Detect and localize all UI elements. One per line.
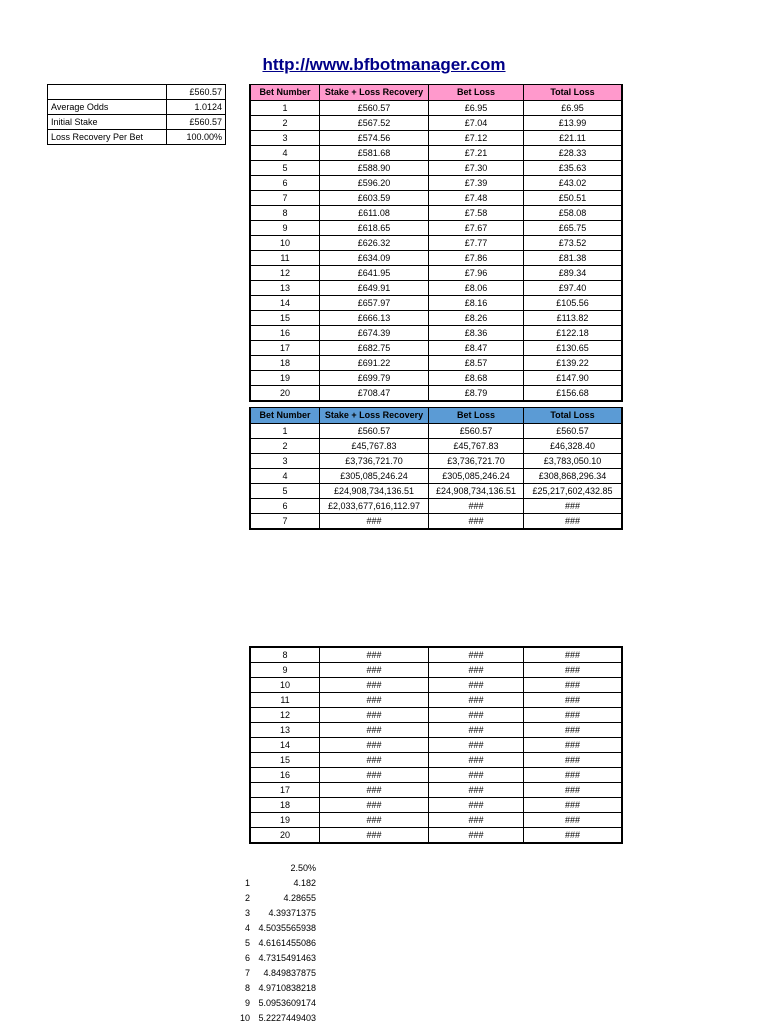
calc-value[interactable]: 4.9710838218 (258, 983, 316, 993)
table-cell[interactable]: £7.96 (429, 266, 524, 281)
table-cell[interactable]: 14 (250, 738, 320, 753)
table-row (250, 484, 622, 499)
table-cell[interactable]: £611.08 (320, 206, 429, 221)
table-row (250, 281, 622, 296)
table-cell[interactable]: ### (320, 678, 429, 693)
table-cell[interactable]: ### (429, 693, 524, 708)
table-cell[interactable]: 8 (250, 206, 320, 221)
calc-rate-row (230, 861, 316, 876)
table-row (250, 206, 622, 221)
table-row (250, 828, 622, 844)
table-cell[interactable]: ### (320, 798, 429, 813)
table-cell[interactable]: £24,908,734,136.51 (320, 484, 429, 499)
column-header: Stake + Loss Recovery (320, 85, 429, 101)
calc-row (230, 936, 316, 951)
table-row (250, 738, 622, 753)
table-cell[interactable]: 1 (250, 424, 320, 439)
table-cell[interactable]: £8.79 (429, 386, 524, 402)
calc-index: 5 (244, 938, 250, 948)
table-cell[interactable]: 18 (250, 356, 320, 371)
calc-row (230, 906, 316, 921)
table-cell[interactable]: £58.08 (524, 206, 623, 221)
table-cell[interactable]: £626.32 (320, 236, 429, 251)
calc-value[interactable]: 4.28655 (283, 893, 316, 903)
table-cell[interactable]: 6 (250, 499, 320, 514)
table-row (250, 663, 622, 678)
calc-value[interactable]: 4.7315491463 (258, 953, 316, 963)
table-cell[interactable]: £618.65 (320, 221, 429, 236)
table-cell[interactable]: ### (320, 813, 429, 828)
table-cell[interactable]: £25,217,602,432.85 (524, 484, 623, 499)
table-cell[interactable]: £130.65 (524, 341, 623, 356)
table-cell[interactable]: £3,783,050.10 (524, 454, 623, 469)
calc-index: 9 (244, 998, 250, 1008)
calc-row (230, 966, 316, 981)
table-cell[interactable]: £305,085,246.24 (320, 469, 429, 484)
table-cell[interactable]: ### (320, 828, 429, 844)
settings-row (48, 130, 226, 145)
table-cell[interactable]: ### (320, 723, 429, 738)
table-row (250, 251, 622, 266)
table-cell[interactable]: £7.30 (429, 161, 524, 176)
table-cell[interactable]: £7.58 (429, 206, 524, 221)
calc-row (230, 996, 316, 1011)
table-row (250, 813, 622, 828)
table-cell[interactable]: £122.18 (524, 326, 623, 341)
table-cell[interactable]: ### (429, 647, 524, 663)
table-cell[interactable]: 19 (250, 371, 320, 386)
table-cell[interactable]: 4 (250, 146, 320, 161)
table-cell[interactable]: £50.51 (524, 191, 623, 206)
table-cell[interactable]: ### (524, 499, 623, 514)
table-row (250, 116, 622, 131)
table-cell[interactable]: £596.20 (320, 176, 429, 191)
table-row (250, 753, 622, 768)
table-cell[interactable]: £43.02 (524, 176, 623, 191)
calc-index: 10 (239, 1013, 250, 1023)
table-row (250, 693, 622, 708)
table-cell[interactable]: £8.06 (429, 281, 524, 296)
calc-value[interactable]: 4.6161455086 (258, 938, 316, 948)
table-row (250, 424, 622, 439)
column-header: Total Loss (524, 408, 623, 424)
table-cell[interactable]: ### (524, 828, 623, 844)
table-cell[interactable]: 16 (250, 326, 320, 341)
table-cell[interactable]: 3 (250, 454, 320, 469)
settings-label: Loss Recovery Per Bet (48, 130, 167, 145)
site-url-link[interactable]: http://www.bfbotmanager.com (262, 55, 506, 74)
table-cell[interactable]: 20 (250, 828, 320, 844)
table-cell[interactable]: 2 (250, 116, 320, 131)
settings-table (47, 84, 226, 145)
table-row (250, 723, 622, 738)
calc-row (230, 876, 316, 891)
table-row (250, 236, 622, 251)
calc-index: 4 (244, 923, 250, 933)
table-row (250, 708, 622, 723)
table-cell[interactable]: ### (524, 813, 623, 828)
table-row (250, 101, 622, 116)
calc-value[interactable]: 4.39371375 (268, 908, 316, 918)
table-cell[interactable]: ### (429, 813, 524, 828)
table-cell[interactable]: £13.99 (524, 116, 623, 131)
table-cell[interactable]: £305,085,246.24 (429, 469, 524, 484)
table-cell[interactable]: £65.75 (524, 221, 623, 236)
column-header: Bet Number (250, 408, 320, 424)
table-cell[interactable]: ### (524, 514, 623, 530)
table-cell[interactable]: ### (320, 708, 429, 723)
table-row (250, 311, 622, 326)
table-header-row (250, 408, 622, 424)
table-cell[interactable]: £674.39 (320, 326, 429, 341)
table-cell[interactable]: £560.57 (524, 424, 623, 439)
table-cell[interactable]: 14 (250, 296, 320, 311)
table-cell[interactable]: £7.04 (429, 116, 524, 131)
table-cell[interactable]: £657.97 (320, 296, 429, 311)
table-cell[interactable]: 4 (250, 469, 320, 484)
table-cell[interactable]: 2 (250, 439, 320, 454)
table-cell[interactable]: 11 (250, 693, 320, 708)
table-cell[interactable]: £308,868,296.34 (524, 469, 623, 484)
calc-index: 3 (244, 908, 250, 918)
table-cell[interactable]: 20 (250, 386, 320, 402)
table-cell[interactable]: ### (524, 678, 623, 693)
settings-label: Initial Stake (48, 115, 167, 130)
table-cell[interactable]: ### (524, 768, 623, 783)
table-cell[interactable]: ### (524, 783, 623, 798)
settings-label (48, 85, 167, 100)
table-cell[interactable]: 8 (250, 647, 320, 663)
table-cell[interactable]: ### (429, 678, 524, 693)
table-cell[interactable]: 16 (250, 768, 320, 783)
table-cell[interactable]: ### (429, 708, 524, 723)
table-cell[interactable]: £6.95 (524, 101, 623, 116)
table-cell[interactable]: £89.34 (524, 266, 623, 281)
table-row (250, 499, 622, 514)
table-cell[interactable]: 15 (250, 311, 320, 326)
table-cell[interactable]: £28.33 (524, 146, 623, 161)
table-cell[interactable]: 7 (250, 191, 320, 206)
table-cell[interactable]: ### (429, 514, 524, 530)
settings-top-value[interactable]: £560.57 (167, 85, 226, 100)
table-cell[interactable]: ### (429, 663, 524, 678)
table-cell[interactable]: 1 (250, 101, 320, 116)
calc-index: 1 (244, 878, 250, 888)
table-cell[interactable]: ### (320, 783, 429, 798)
table-cell[interactable]: 17 (250, 783, 320, 798)
table-cell[interactable]: £560.57 (320, 424, 429, 439)
table-cell[interactable]: 10 (250, 678, 320, 693)
table-cell[interactable]: £81.38 (524, 251, 623, 266)
table-header-row (250, 85, 622, 101)
table-cell[interactable]: £7.86 (429, 251, 524, 266)
table-row (250, 356, 622, 371)
table-cell[interactable]: £73.52 (524, 236, 623, 251)
table-cell[interactable]: 5 (250, 484, 320, 499)
table-cell[interactable]: ### (320, 514, 429, 530)
calc-row (230, 921, 316, 936)
bet-table-blue (249, 407, 623, 530)
table-row (250, 647, 622, 663)
calc-value[interactable]: 5.2227449403 (258, 1013, 316, 1023)
table-cell[interactable]: £708.47 (320, 386, 429, 402)
table-cell[interactable]: 19 (250, 813, 320, 828)
calc-index: 7 (244, 968, 250, 978)
table-cell[interactable]: 7 (250, 514, 320, 530)
settings-label: Average Odds (48, 100, 167, 115)
table-cell[interactable]: 13 (250, 723, 320, 738)
table-cell[interactable]: £35.63 (524, 161, 623, 176)
table-cell[interactable]: £113.82 (524, 311, 623, 326)
table-cell[interactable]: £6.95 (429, 101, 524, 116)
bet-table-pink (249, 84, 623, 402)
table-cell[interactable]: ### (524, 798, 623, 813)
settings-row (48, 100, 226, 115)
table-cell[interactable]: £7.12 (429, 131, 524, 146)
table-cell[interactable]: £8.16 (429, 296, 524, 311)
table-row (250, 798, 622, 813)
calc-table (230, 861, 316, 1026)
table-row (250, 514, 622, 530)
table-cell[interactable]: ### (429, 499, 524, 514)
table-cell[interactable]: 5 (250, 161, 320, 176)
table-cell[interactable]: ### (320, 693, 429, 708)
table-row (250, 341, 622, 356)
table-cell[interactable]: ### (524, 753, 623, 768)
table-cell[interactable]: £45,767.83 (320, 439, 429, 454)
settings-row (48, 85, 226, 100)
table-cell[interactable]: £8.47 (429, 341, 524, 356)
calc-row (230, 981, 316, 996)
table-row (250, 768, 622, 783)
settings-row (48, 115, 226, 130)
table-row (250, 386, 622, 402)
settings-value[interactable]: £560.57 (167, 115, 226, 130)
column-header: Total Loss (524, 85, 623, 101)
table-cell[interactable]: £7.39 (429, 176, 524, 191)
table-cell[interactable]: ### (429, 828, 524, 844)
table-cell[interactable]: £666.13 (320, 311, 429, 326)
table-cell[interactable]: ### (429, 783, 524, 798)
table-cell[interactable]: ### (320, 647, 429, 663)
settings-value[interactable]: 100.00% (167, 130, 226, 145)
table-cell[interactable]: ### (524, 647, 623, 663)
column-header: Bet Loss (429, 85, 524, 101)
column-header: Bet Loss (429, 408, 524, 424)
table-cell[interactable]: £3,736,721.70 (429, 454, 524, 469)
bet-table-continued (249, 646, 623, 844)
table-cell[interactable]: 9 (250, 663, 320, 678)
table-cell[interactable]: £7.67 (429, 221, 524, 236)
calc-index (230, 861, 254, 876)
table-row (250, 221, 622, 236)
calc-value[interactable]: 5.0953609174 (258, 998, 316, 1008)
table-cell[interactable]: £682.75 (320, 341, 429, 356)
table-cell[interactable]: ### (524, 738, 623, 753)
table-cell[interactable]: £45,767.83 (429, 439, 524, 454)
table-cell[interactable]: 9 (250, 221, 320, 236)
table-cell[interactable]: £560.57 (429, 424, 524, 439)
table-cell[interactable]: 13 (250, 281, 320, 296)
table-cell[interactable]: £139.22 (524, 356, 623, 371)
table-cell[interactable]: £21.11 (524, 131, 623, 146)
table-cell[interactable]: £105.56 (524, 296, 623, 311)
table-cell[interactable]: £8.26 (429, 311, 524, 326)
table-row (250, 439, 622, 454)
table-cell[interactable]: 15 (250, 753, 320, 768)
table-cell[interactable]: £641.95 (320, 266, 429, 281)
table-cell[interactable]: 11 (250, 251, 320, 266)
table-cell[interactable]: £3,736,721.70 (320, 454, 429, 469)
table-row (250, 266, 622, 281)
table-cell[interactable]: 12 (250, 708, 320, 723)
table-cell[interactable]: ### (524, 708, 623, 723)
table-cell[interactable]: ### (429, 738, 524, 753)
calc-value[interactable]: 4.182 (293, 878, 316, 888)
table-cell[interactable]: 17 (250, 341, 320, 356)
table-cell[interactable]: ### (320, 768, 429, 783)
table-cell[interactable]: £634.09 (320, 251, 429, 266)
table-row (250, 176, 622, 191)
table-cell[interactable]: ### (320, 753, 429, 768)
table-row (250, 678, 622, 693)
table-cell[interactable]: £8.36 (429, 326, 524, 341)
table-cell[interactable]: £156.68 (524, 386, 623, 402)
calc-index: 2 (244, 893, 250, 903)
table-cell[interactable]: £588.90 (320, 161, 429, 176)
calc-index: 8 (244, 983, 250, 993)
table-row (250, 146, 622, 161)
table-cell[interactable]: £147.90 (524, 371, 623, 386)
table-cell[interactable]: 12 (250, 266, 320, 281)
table-row (250, 371, 622, 386)
table-cell[interactable]: £574.56 (320, 131, 429, 146)
table-cell[interactable]: ### (320, 738, 429, 753)
table-cell[interactable]: £581.68 (320, 146, 429, 161)
table-cell[interactable]: ### (524, 693, 623, 708)
calc-value[interactable]: 4.849837875 (263, 968, 316, 978)
table-cell[interactable]: £7.48 (429, 191, 524, 206)
table-cell[interactable]: ### (320, 663, 429, 678)
table-cell[interactable]: ### (524, 723, 623, 738)
table-row (250, 326, 622, 341)
table-cell[interactable]: £567.52 (320, 116, 429, 131)
table-cell[interactable]: £8.57 (429, 356, 524, 371)
table-cell[interactable]: ### (429, 723, 524, 738)
table-cell[interactable]: £699.79 (320, 371, 429, 386)
table-cell[interactable]: £7.21 (429, 146, 524, 161)
column-header: Stake + Loss Recovery (320, 408, 429, 424)
table-row (250, 131, 622, 146)
calc-index: 6 (244, 953, 250, 963)
table-cell[interactable]: £649.91 (320, 281, 429, 296)
table-cell[interactable]: £2,033,677,616,112.97 (320, 499, 429, 514)
table-cell[interactable]: ### (524, 663, 623, 678)
table-cell[interactable]: ### (429, 753, 524, 768)
calc-value[interactable]: 4.5035565938 (258, 923, 316, 933)
table-cell[interactable]: 6 (250, 176, 320, 191)
table-cell[interactable]: 3 (250, 131, 320, 146)
calc-row (230, 891, 316, 906)
settings-value[interactable]: 1.0124 (167, 100, 226, 115)
table-cell[interactable]: £8.68 (429, 371, 524, 386)
calc-row (230, 951, 316, 966)
table-cell[interactable]: £560.57 (320, 101, 429, 116)
calc-rate[interactable]: 2.50% (290, 863, 316, 873)
table-cell[interactable]: ### (429, 798, 524, 813)
table-cell[interactable]: £691.22 (320, 356, 429, 371)
table-cell[interactable]: ### (429, 768, 524, 783)
table-row (250, 161, 622, 176)
table-row (250, 296, 622, 311)
table-cell[interactable]: 18 (250, 798, 320, 813)
table-row (250, 191, 622, 206)
column-header: Bet Number (250, 85, 320, 101)
table-row (250, 454, 622, 469)
table-cell[interactable]: £46,328.40 (524, 439, 623, 454)
table-cell[interactable]: £24,908,734,136.51 (429, 484, 524, 499)
table-cell[interactable]: 10 (250, 236, 320, 251)
table-cell[interactable]: £7.77 (429, 236, 524, 251)
table-cell[interactable]: £603.59 (320, 191, 429, 206)
table-cell[interactable]: £97.40 (524, 281, 623, 296)
table-row (250, 783, 622, 798)
table-row (250, 469, 622, 484)
